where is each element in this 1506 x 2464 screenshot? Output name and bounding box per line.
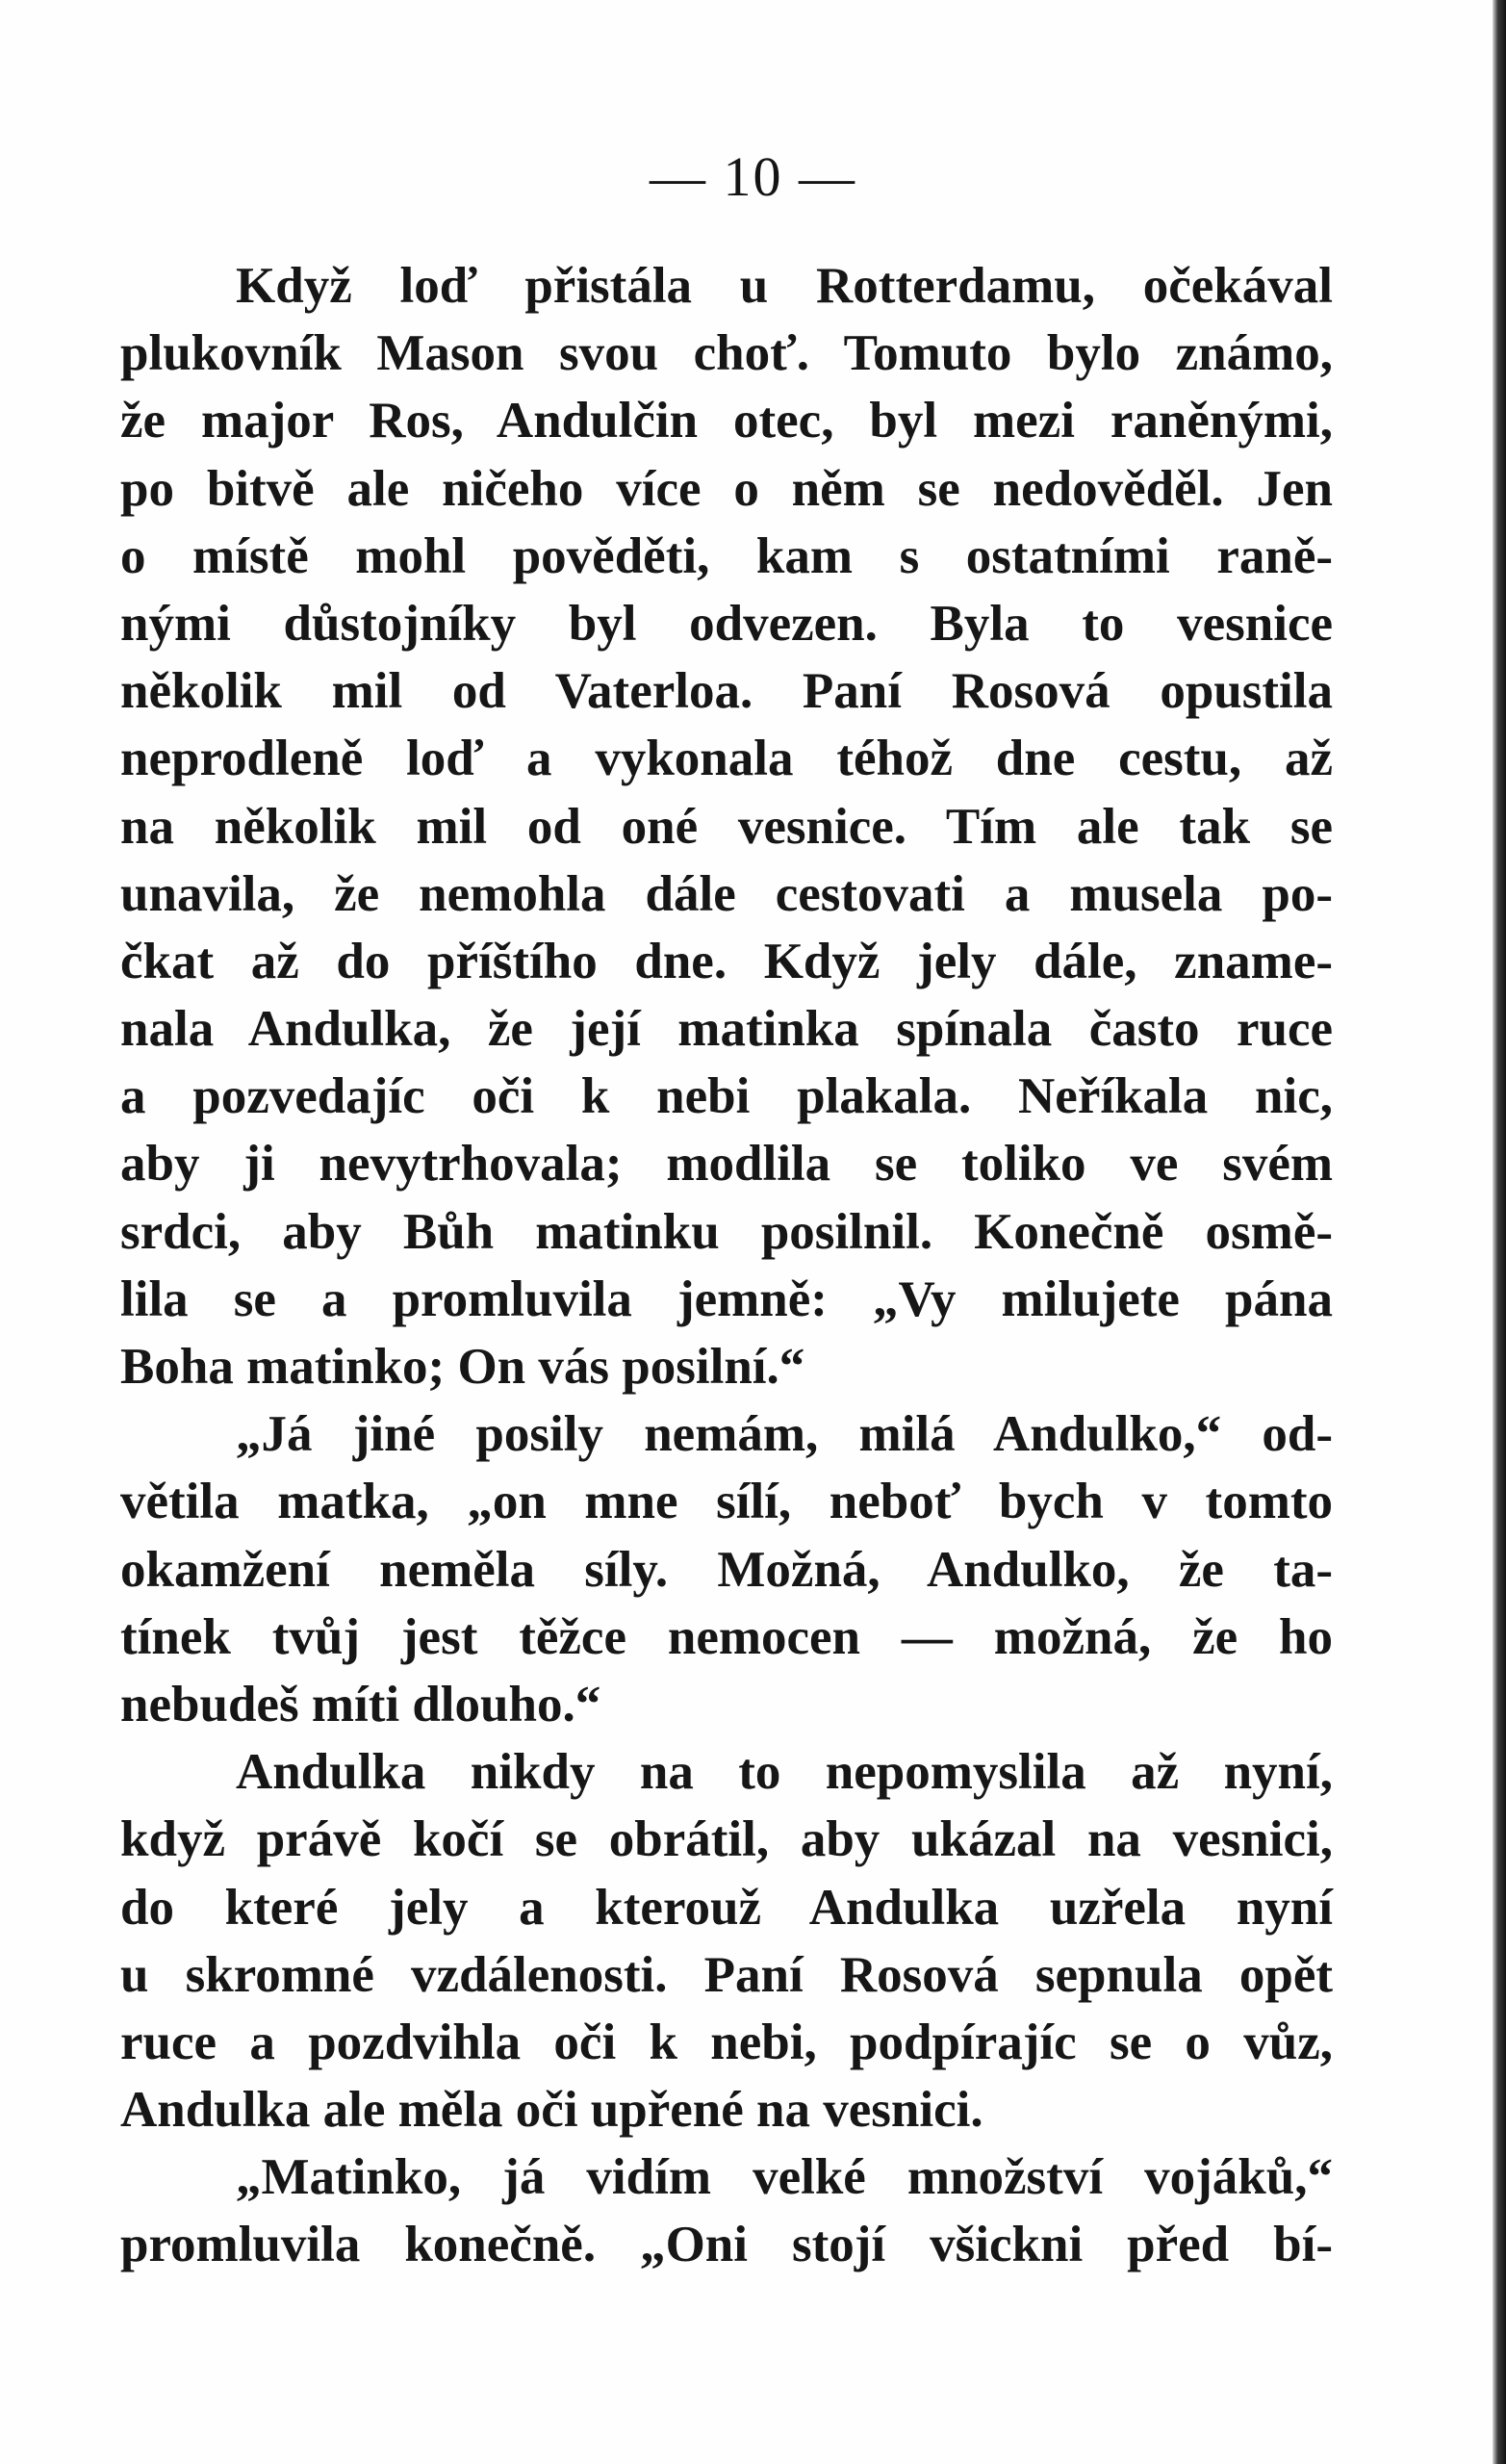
text-line: plukovník Mason svou choť. Tomuto bylo známo,: [120, 325, 1333, 382]
text-line: na několik mil od oné vesnice. Tím ale tak se: [120, 798, 1333, 855]
text-line: a pozvedajíc oči k nebi plakala. Neříkala nic,: [120, 1068, 1333, 1125]
text-line: „Matinko, já vidím velké množství vojáků,“: [236, 2149, 1333, 2206]
text-line: několik mil od Vaterloa. Paní Rosová opustila: [120, 663, 1333, 720]
text-line: „Já jiné posily nemám, milá Andulko,“ od-: [236, 1406, 1333, 1463]
text-line: že major Ros, Andulčin otec, byl mezi raněnými,: [120, 393, 1333, 449]
text-line: tínek tvůj jest těžce nemocen — možná, že ho: [120, 1608, 1333, 1665]
text-line: srdci, aby Bůh matinku posilnil. Konečně osmě-: [120, 1203, 1333, 1260]
text-line: Andulka ale měla oči upřené na vesnici.: [120, 2082, 983, 2139]
text-line: do které jely a kterouž Andulka uzřela nyní: [120, 1879, 1333, 1936]
text-line: Andulka nikdy na to nepomyslila až nyní,: [236, 1744, 1333, 1801]
text-line: nými důstojníky byl odvezen. Byla to vesnice: [120, 595, 1333, 652]
text-line: u skromné vzdálenosti. Paní Rosová sepnula opět: [120, 1946, 1333, 2003]
text-line: když právě kočí se obrátil, aby ukázal na vesnici,: [120, 1811, 1333, 1868]
text-line: aby ji nevytrhovala; modlila se toliko ve svém: [120, 1136, 1333, 1193]
text-line: ruce a pozdvihla oči k nebi, podpírajíc se o vůz,: [120, 2014, 1333, 2070]
text-line: nebudeš míti dlouho.“: [120, 1676, 601, 1732]
text-line: o místě mohl pověděti, kam s ostatními raně-: [120, 527, 1333, 584]
text-line: čkat až do příštího dne. Když jely dále, znamе-: [120, 933, 1333, 989]
text-line: promluvila konečně. „Oni stojí všickni před bí-: [120, 2217, 1333, 2273]
text-line: nala Andulka, že její matinka spínala často ruce: [120, 1001, 1333, 1058]
text-line: Když loď přistála u Rotterdamu, očekával: [236, 258, 1333, 314]
page-number: — 10 —: [650, 145, 856, 208]
page-edge-shadow: [1493, 0, 1506, 2464]
text-line: unavila, že nemohla dále cestovati a musela po-: [120, 865, 1333, 922]
text-line: Boha matinko; On vás posilní.“: [120, 1339, 805, 1395]
text-line: po bitvě ale ničeho více o něm se nedověděl. Jen: [120, 460, 1333, 517]
text-line: neprodleně loď a vykonala téhož dne cestu, až: [120, 731, 1333, 787]
body-text: [120, 252, 1333, 2279]
text-line: lila se a promluvila jemně: „Vy milujete pána: [120, 1270, 1333, 1327]
text-line: okamžení neměla síly. Možná, Andulko, že ta-: [120, 1541, 1333, 1598]
text-line: větila matka, „on mne sílí, neboť bych v tomto: [120, 1474, 1333, 1530]
